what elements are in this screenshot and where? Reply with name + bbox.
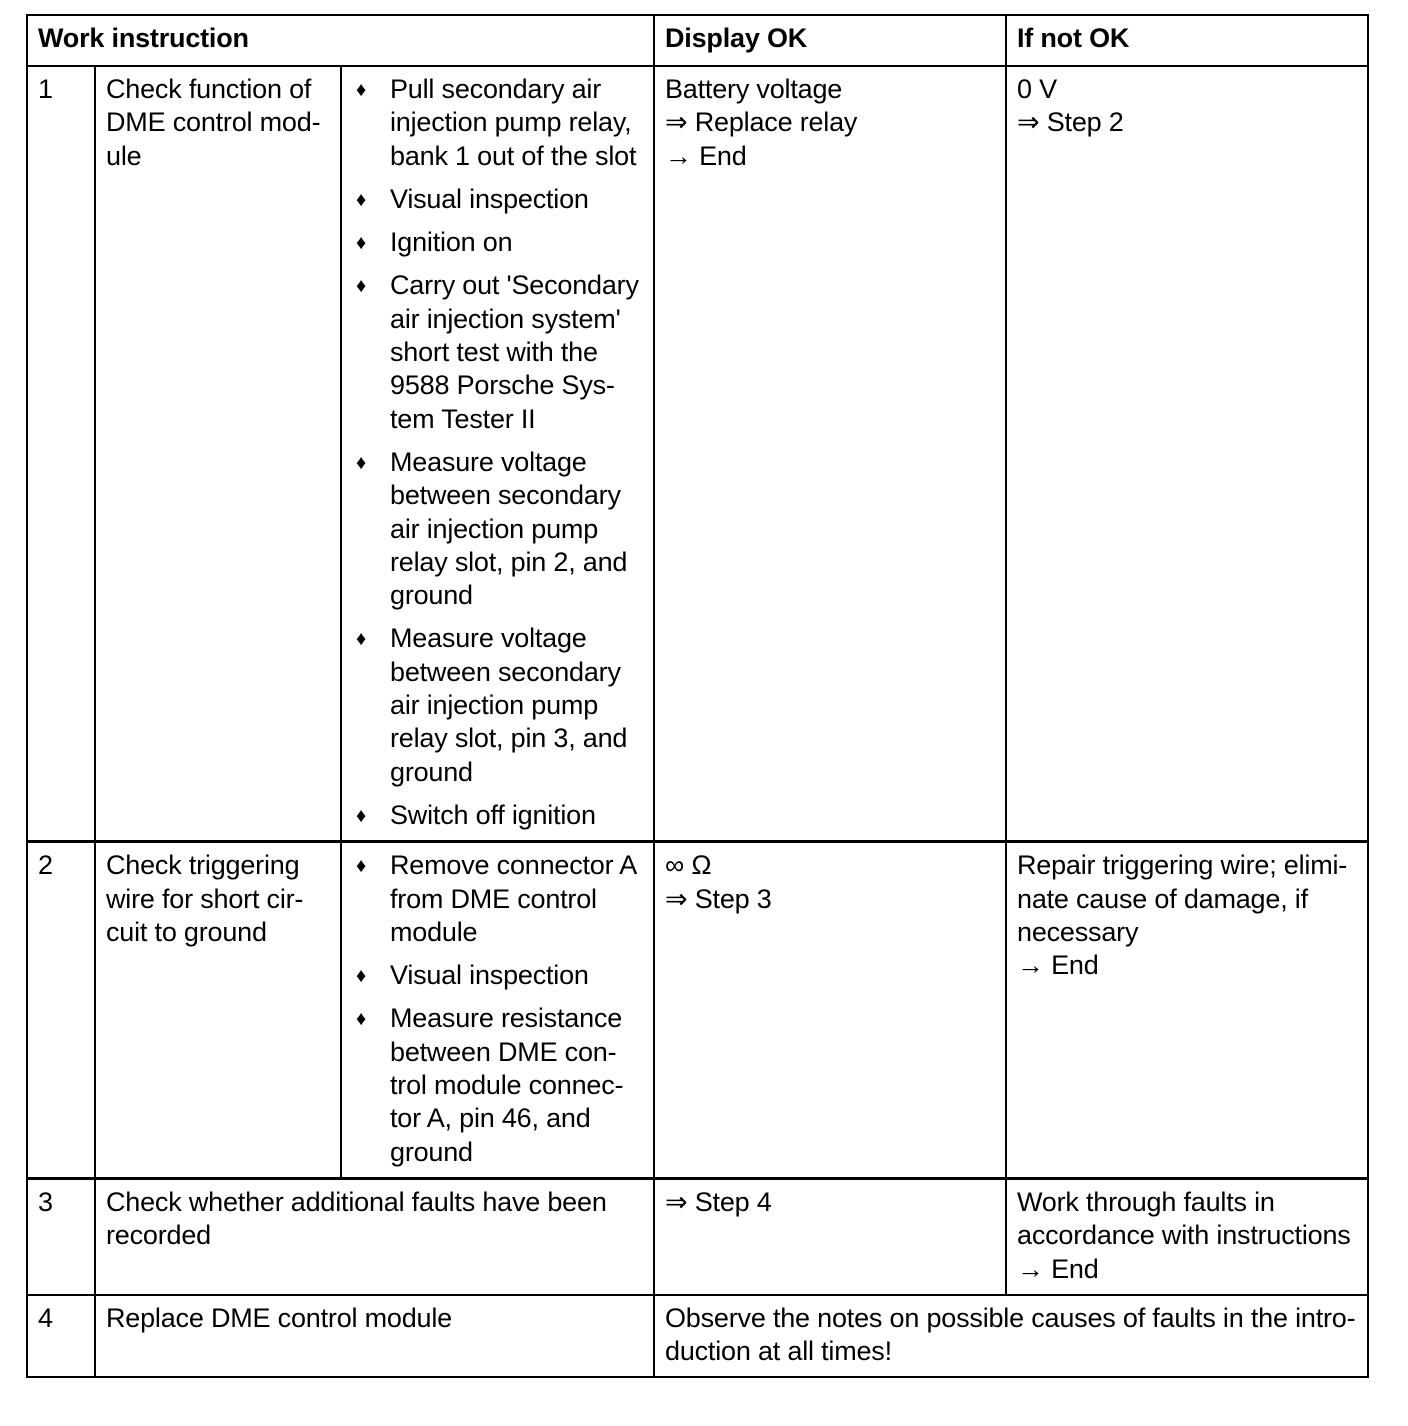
diamond-bullet-icon: ♦ [356,79,367,101]
step-text: Visual inspection [390,183,589,214]
list-item [352,73,645,173]
list-item [352,849,645,949]
list-item [352,622,645,788]
step-text: Carry out 'Secondary air injection system' short test with the 9588 Porsche Sys- tem Tester II [390,270,639,434]
check-description: Replace DME control module [95,1295,654,1378]
step-text: Pull secondary air injection pump relay, bank 1 out of the slot [390,74,637,171]
list-item [352,446,645,612]
note-cell: Observe the notes on possible causes of faults in the intro- duction at all times! [654,1295,1368,1378]
table-row [27,1295,1368,1378]
step-number: 3 [27,1178,95,1294]
header-row [27,15,1368,66]
check-description: Check function of DME control mod- ule [95,66,341,842]
step-text: Measure voltage between secondary air injection pump relay slot, pin 3, and ground [390,623,628,787]
step-text: Ignition on [390,227,513,258]
list-item [352,799,645,832]
header-display-ok: Display OK [654,15,1006,66]
table-row [27,1178,1368,1294]
display-ok-cell: ⇒ Step 4 [654,1178,1006,1294]
diamond-bullet-icon: ♦ [356,628,367,651]
steps-list [352,73,645,832]
work-instruction-table [26,14,1369,1378]
steps-list [352,849,645,1169]
step-text: Visual inspection [390,960,589,991]
steps-cell [341,842,654,1179]
if-not-ok-cell: Repair triggering wire; elimi- nate cause of damage, if necessary → End [1006,842,1368,1179]
list-item [352,183,645,216]
display-ok-cell: Battery voltage ⇒ Replace relay → End [654,66,1006,842]
step-number: 2 [27,842,95,1179]
step-text: Measure voltage between secondary air injection pump relay slot, pin 2, and ground [390,446,628,611]
list-item [352,959,645,992]
check-description: Check triggering wire for short cir- cuit to ground [95,842,341,1179]
step-text: Measure resistance between DME con- trol module connec- tor A, pin 46, and ground [390,1003,624,1167]
diamond-bullet-icon: ♦ [356,188,367,211]
if-not-ok-cell: 0 V ⇒ Step 2 [1006,66,1368,842]
step-text: Remove connector A from DME control module [390,850,636,947]
diamond-bullet-icon: ♦ [356,275,367,298]
diamond-bullet-icon: ♦ [356,451,367,474]
diamond-bullet-icon: ♦ [356,1008,367,1031]
diamond-bullet-icon: ♦ [356,804,367,827]
steps-cell [341,66,654,842]
check-description: Check whether additional faults have been recorded [95,1178,654,1294]
diamond-bullet-icon: ♦ [356,855,367,878]
list-item [352,226,645,259]
step-number: 4 [27,1295,95,1378]
table-row [27,66,1368,842]
list-item [352,1002,645,1168]
header-work-instruction: Work instruction [27,15,654,66]
diamond-bullet-icon: ♦ [356,965,367,988]
if-not-ok-cell: Work through faults in accordance with instructions → End [1006,1178,1368,1294]
diamond-bullet-icon: ♦ [356,232,367,255]
list-item [352,269,645,435]
step-number: 1 [27,66,95,842]
header-if-not-ok: If not OK [1006,15,1368,66]
display-ok-cell: ∞ Ω ⇒ Step 3 [654,842,1006,1179]
step-text: Switch off ignition [390,799,596,830]
table-row [27,842,1368,1179]
